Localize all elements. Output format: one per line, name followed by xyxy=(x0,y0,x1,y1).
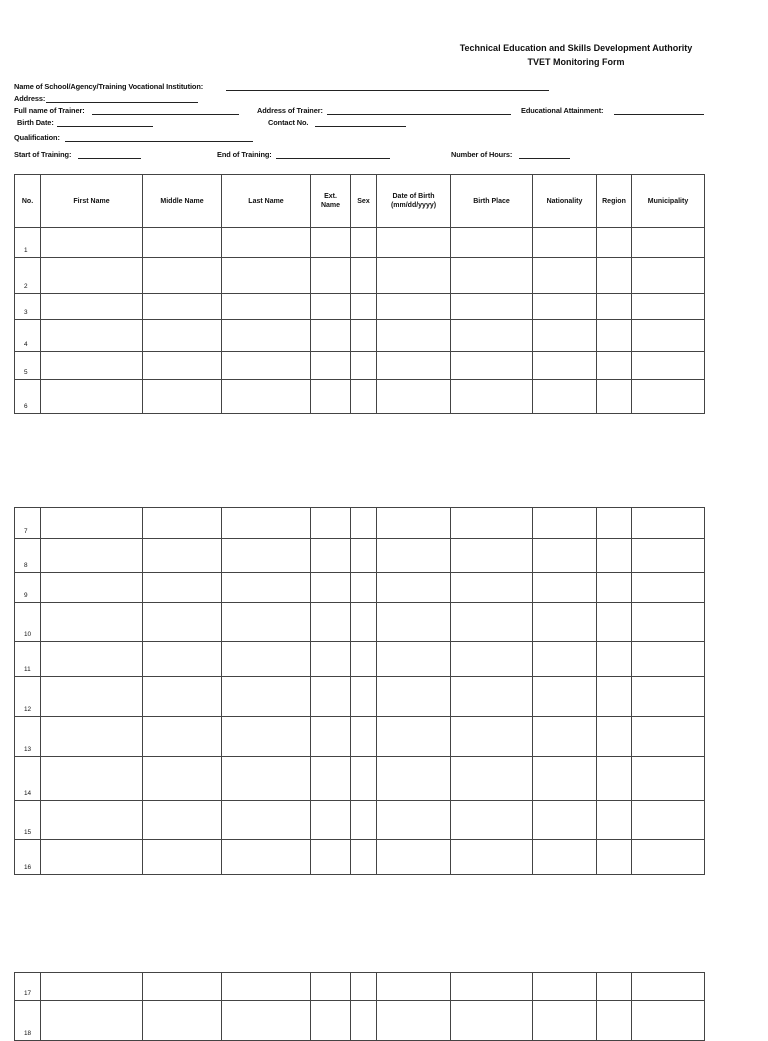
table-cell[interactable] xyxy=(143,294,222,320)
table-cell[interactable] xyxy=(377,603,451,642)
end-label: End of Training: xyxy=(217,150,272,159)
table-cell[interactable] xyxy=(597,1001,632,1041)
col-no: No. xyxy=(15,175,41,228)
table-cell[interactable] xyxy=(41,228,143,258)
table-cell[interactable] xyxy=(41,677,143,717)
table-cell[interactable] xyxy=(351,294,377,320)
table-cell[interactable] xyxy=(143,677,222,717)
table-cell[interactable] xyxy=(597,380,632,414)
table-cell[interactable] xyxy=(222,801,311,840)
table-cell[interactable] xyxy=(222,539,311,573)
table-cell[interactable] xyxy=(143,508,222,539)
table-cell[interactable] xyxy=(377,677,451,717)
table-cell[interactable] xyxy=(311,677,351,717)
table-cell[interactable] xyxy=(377,757,451,801)
row-number: 18 xyxy=(15,1001,41,1041)
table-cell[interactable] xyxy=(222,840,311,875)
table-cell[interactable] xyxy=(451,717,533,757)
org-title: Technical Education and Skills Development Authority xyxy=(459,43,693,53)
table-cell[interactable] xyxy=(377,573,451,603)
table-cell[interactable] xyxy=(377,717,451,757)
table-cell[interactable] xyxy=(143,1001,222,1041)
table-cell[interactable] xyxy=(311,228,351,258)
table-cell[interactable] xyxy=(377,1001,451,1041)
table-row xyxy=(15,801,705,840)
row-number: 10 xyxy=(15,603,41,642)
table-cell[interactable] xyxy=(597,677,632,717)
end-field[interactable] xyxy=(276,158,390,159)
table-cell[interactable] xyxy=(41,352,143,380)
row-number: 3 xyxy=(15,294,41,320)
table-cell[interactable] xyxy=(377,539,451,573)
table-cell[interactable] xyxy=(533,603,597,642)
row-number: 14 xyxy=(15,757,41,801)
table-cell[interactable] xyxy=(143,380,222,414)
table-cell[interactable] xyxy=(311,294,351,320)
table-cell[interactable] xyxy=(351,642,377,677)
table-cell[interactable] xyxy=(351,352,377,380)
table-cell[interactable] xyxy=(351,677,377,717)
table-row xyxy=(15,677,705,717)
table-row xyxy=(15,320,705,352)
table-cell[interactable] xyxy=(451,352,533,380)
table-cell[interactable] xyxy=(222,294,311,320)
table-cell[interactable] xyxy=(377,228,451,258)
table-cell[interactable] xyxy=(351,973,377,1001)
table-cell[interactable] xyxy=(597,573,632,603)
table-cell[interactable] xyxy=(222,757,311,801)
table-cell[interactable] xyxy=(632,352,705,380)
table-cell[interactable] xyxy=(632,228,705,258)
table-cell[interactable] xyxy=(222,380,311,414)
table-row xyxy=(15,717,705,757)
table-cell[interactable] xyxy=(533,1001,597,1041)
row-number: 7 xyxy=(15,508,41,539)
qualification-label: Qualification: xyxy=(14,133,60,142)
table-cell[interactable] xyxy=(311,973,351,1001)
table-cell[interactable] xyxy=(597,717,632,757)
table-cell[interactable] xyxy=(533,294,597,320)
table-cell[interactable] xyxy=(597,539,632,573)
row-number: 8 xyxy=(15,539,41,573)
qualification-field[interactable] xyxy=(65,141,253,142)
table-cell[interactable] xyxy=(222,258,311,294)
table-cell[interactable] xyxy=(311,757,351,801)
table-cell[interactable] xyxy=(377,380,451,414)
table-cell[interactable] xyxy=(222,573,311,603)
table-cell[interactable] xyxy=(377,352,451,380)
table-cell[interactable] xyxy=(41,603,143,642)
table-cell[interactable] xyxy=(533,801,597,840)
table-cell[interactable] xyxy=(41,380,143,414)
table-cell[interactable] xyxy=(351,717,377,757)
table-cell[interactable] xyxy=(632,801,705,840)
table-cell[interactable] xyxy=(533,757,597,801)
table-row xyxy=(15,258,705,294)
table-cell[interactable] xyxy=(632,757,705,801)
table-cell[interactable] xyxy=(451,642,533,677)
col-birth-place: Birth Place xyxy=(451,175,533,228)
table-cell[interactable] xyxy=(351,801,377,840)
table-cell[interactable] xyxy=(143,603,222,642)
table-cell[interactable] xyxy=(533,352,597,380)
table-cell[interactable] xyxy=(533,380,597,414)
table-cell[interactable] xyxy=(351,258,377,294)
table-cell[interactable] xyxy=(222,228,311,258)
table-cell[interactable] xyxy=(451,228,533,258)
col-last-name: Last Name xyxy=(222,175,311,228)
table-cell[interactable] xyxy=(533,320,597,352)
table-row xyxy=(15,380,705,414)
hours-label: Number of Hours: xyxy=(451,150,513,159)
table-cell[interactable] xyxy=(597,973,632,1001)
table-cell[interactable] xyxy=(632,840,705,875)
row-number: 11 xyxy=(15,642,41,677)
row-number: 5 xyxy=(15,352,41,380)
table-cell[interactable] xyxy=(311,801,351,840)
table-cell[interactable] xyxy=(222,677,311,717)
table-cell[interactable] xyxy=(632,573,705,603)
address-label: Address: xyxy=(14,94,46,103)
table-cell[interactable] xyxy=(597,228,632,258)
table-cell[interactable] xyxy=(143,539,222,573)
table-cell[interactable] xyxy=(351,1001,377,1041)
table-cell[interactable] xyxy=(533,840,597,875)
table-cell[interactable] xyxy=(311,320,351,352)
school-field[interactable] xyxy=(226,90,549,91)
row-number: 4 xyxy=(15,320,41,352)
birth-date-label: Birth Date: xyxy=(17,118,54,127)
table-cell[interactable] xyxy=(311,603,351,642)
table-cell[interactable] xyxy=(597,258,632,294)
table-cell[interactable] xyxy=(597,757,632,801)
table-cell[interactable] xyxy=(632,1001,705,1041)
start-label: Start of Training: xyxy=(14,150,72,159)
table-cell[interactable] xyxy=(351,840,377,875)
table-cell[interactable] xyxy=(143,352,222,380)
table-cell[interactable] xyxy=(41,1001,143,1041)
table-cell[interactable] xyxy=(451,603,533,642)
table-row xyxy=(15,508,705,539)
table-cell[interactable] xyxy=(377,840,451,875)
table-cell[interactable] xyxy=(377,801,451,840)
table-cell[interactable] xyxy=(451,840,533,875)
table-cell[interactable] xyxy=(351,380,377,414)
table-cell[interactable] xyxy=(143,320,222,352)
table-row xyxy=(15,352,705,380)
table-cell[interactable] xyxy=(351,573,377,603)
table-cell[interactable] xyxy=(143,840,222,875)
table-cell[interactable] xyxy=(632,508,705,539)
trainer-field[interactable] xyxy=(92,114,239,115)
trainee-table-1 xyxy=(14,174,705,414)
table-cell[interactable] xyxy=(222,352,311,380)
table-cell[interactable] xyxy=(311,539,351,573)
table-cell[interactable] xyxy=(41,801,143,840)
table-cell[interactable] xyxy=(632,539,705,573)
row-number: 2 xyxy=(15,258,41,294)
row-number: 17 xyxy=(15,973,41,1001)
table-cell[interactable] xyxy=(377,973,451,1001)
table-cell[interactable] xyxy=(222,320,311,352)
table-cell[interactable] xyxy=(41,294,143,320)
table-cell[interactable] xyxy=(41,717,143,757)
contact-field[interactable] xyxy=(315,126,406,127)
table-cell[interactable] xyxy=(451,801,533,840)
table-cell[interactable] xyxy=(311,508,351,539)
education-label: Educational Attainment: xyxy=(521,106,604,115)
table-row xyxy=(15,642,705,677)
trainer-address-field[interactable] xyxy=(327,114,511,115)
table-cell[interactable] xyxy=(632,320,705,352)
table-cell[interactable] xyxy=(311,380,351,414)
address-field[interactable] xyxy=(46,102,198,103)
table-cell[interactable] xyxy=(597,508,632,539)
table-cell[interactable] xyxy=(597,352,632,380)
row-number: 13 xyxy=(15,717,41,757)
table-cell[interactable] xyxy=(597,840,632,875)
table-row xyxy=(15,294,705,320)
table-cell[interactable] xyxy=(377,320,451,352)
table-cell[interactable] xyxy=(143,973,222,1001)
table-cell[interactable] xyxy=(143,228,222,258)
table-cell[interactable] xyxy=(533,717,597,757)
table-cell[interactable] xyxy=(451,539,533,573)
table-cell[interactable] xyxy=(597,294,632,320)
table-cell[interactable] xyxy=(143,642,222,677)
hours-field[interactable] xyxy=(519,158,570,159)
table-cell[interactable] xyxy=(351,228,377,258)
table-cell[interactable] xyxy=(222,603,311,642)
table-cell[interactable] xyxy=(632,717,705,757)
table-cell[interactable] xyxy=(222,1001,311,1041)
table-cell[interactable] xyxy=(533,573,597,603)
table-cell[interactable] xyxy=(632,677,705,717)
col-middle-name: Middle Name xyxy=(143,175,222,228)
table-cell[interactable] xyxy=(451,258,533,294)
table-cell[interactable] xyxy=(41,757,143,801)
table-cell[interactable] xyxy=(533,228,597,258)
row-number: 6 xyxy=(15,380,41,414)
row-number: 15 xyxy=(15,801,41,840)
table-cell[interactable] xyxy=(533,539,597,573)
table-cell[interactable] xyxy=(143,258,222,294)
table-cell[interactable] xyxy=(41,840,143,875)
table-cell[interactable] xyxy=(377,258,451,294)
col-dob: Date of Birth (mm/dd/yyyy) xyxy=(377,175,451,228)
table-row xyxy=(15,1001,705,1041)
table-cell[interactable] xyxy=(597,801,632,840)
col-first-name: First Name xyxy=(41,175,143,228)
table-header-row xyxy=(15,175,705,228)
table-cell[interactable] xyxy=(533,508,597,539)
table-cell[interactable] xyxy=(632,380,705,414)
contact-label: Contact No. xyxy=(268,118,309,127)
table-row xyxy=(15,973,705,1001)
table-cell[interactable] xyxy=(597,320,632,352)
table-cell[interactable] xyxy=(451,320,533,352)
table-cell[interactable] xyxy=(351,320,377,352)
table-cell[interactable] xyxy=(451,508,533,539)
trainee-table-3 xyxy=(14,972,705,1041)
col-sex: Sex xyxy=(351,175,377,228)
table-cell[interactable] xyxy=(451,573,533,603)
table-row xyxy=(15,228,705,258)
trainer-label: Full name of Trainer: xyxy=(14,106,85,115)
table-cell[interactable] xyxy=(222,642,311,677)
table-cell[interactable] xyxy=(377,642,451,677)
trainee-table-2 xyxy=(14,507,705,875)
table-cell[interactable] xyxy=(533,973,597,1001)
table-cell[interactable] xyxy=(451,294,533,320)
table-cell[interactable] xyxy=(311,352,351,380)
col-nationality: Nationality xyxy=(533,175,597,228)
table-cell[interactable] xyxy=(632,294,705,320)
table-cell[interactable] xyxy=(533,642,597,677)
table-cell[interactable] xyxy=(351,539,377,573)
table-cell[interactable] xyxy=(377,294,451,320)
row-number: 9 xyxy=(15,573,41,603)
table-cell[interactable] xyxy=(451,677,533,717)
table-row xyxy=(15,757,705,801)
table-cell[interactable] xyxy=(377,508,451,539)
table-cell[interactable] xyxy=(451,757,533,801)
table-cell[interactable] xyxy=(143,757,222,801)
table-cell[interactable] xyxy=(311,717,351,757)
education-field[interactable] xyxy=(614,114,704,115)
col-ext-name: Ext. Name xyxy=(311,175,351,228)
table-cell[interactable] xyxy=(597,603,632,642)
table-cell[interactable] xyxy=(533,677,597,717)
table-cell[interactable] xyxy=(222,973,311,1001)
table-row xyxy=(15,840,705,875)
table-row xyxy=(15,603,705,642)
table-cell[interactable] xyxy=(41,508,143,539)
trainer-address-label: Address of Trainer: xyxy=(257,106,323,115)
table-cell[interactable] xyxy=(632,973,705,1001)
table-cell[interactable] xyxy=(41,539,143,573)
table-cell[interactable] xyxy=(222,717,311,757)
start-field[interactable] xyxy=(78,158,141,159)
col-region: Region xyxy=(597,175,632,228)
birth-date-field[interactable] xyxy=(57,126,153,127)
table-cell[interactable] xyxy=(451,380,533,414)
table-cell[interactable] xyxy=(351,757,377,801)
table-cell[interactable] xyxy=(533,258,597,294)
table-cell[interactable] xyxy=(311,1001,351,1041)
table-cell[interactable] xyxy=(41,642,143,677)
table-cell[interactable] xyxy=(632,603,705,642)
table-cell[interactable] xyxy=(632,642,705,677)
table-cell[interactable] xyxy=(632,258,705,294)
table-cell[interactable] xyxy=(351,508,377,539)
table-cell[interactable] xyxy=(222,508,311,539)
table-cell[interactable] xyxy=(41,973,143,1001)
table-cell[interactable] xyxy=(311,258,351,294)
table-row xyxy=(15,539,705,573)
row-number: 1 xyxy=(15,228,41,258)
table-cell[interactable] xyxy=(451,973,533,1001)
table-cell[interactable] xyxy=(143,801,222,840)
table-cell[interactable] xyxy=(143,717,222,757)
table-cell[interactable] xyxy=(41,573,143,603)
table-cell[interactable] xyxy=(311,573,351,603)
table-row xyxy=(15,573,705,603)
form-title: TVET Monitoring Form xyxy=(527,57,625,67)
table-cell[interactable] xyxy=(597,642,632,677)
table-cell[interactable] xyxy=(351,603,377,642)
table-cell[interactable] xyxy=(143,573,222,603)
school-label: Name of School/Agency/Training Vocational Institution: xyxy=(14,82,204,91)
table-cell[interactable] xyxy=(451,1001,533,1041)
table-cell[interactable] xyxy=(41,258,143,294)
table-cell[interactable] xyxy=(311,642,351,677)
col-municipality: Municipality xyxy=(632,175,705,228)
table-cell[interactable] xyxy=(41,320,143,352)
table-cell[interactable] xyxy=(311,840,351,875)
row-number: 16 xyxy=(15,840,41,875)
row-number: 12 xyxy=(15,677,41,717)
